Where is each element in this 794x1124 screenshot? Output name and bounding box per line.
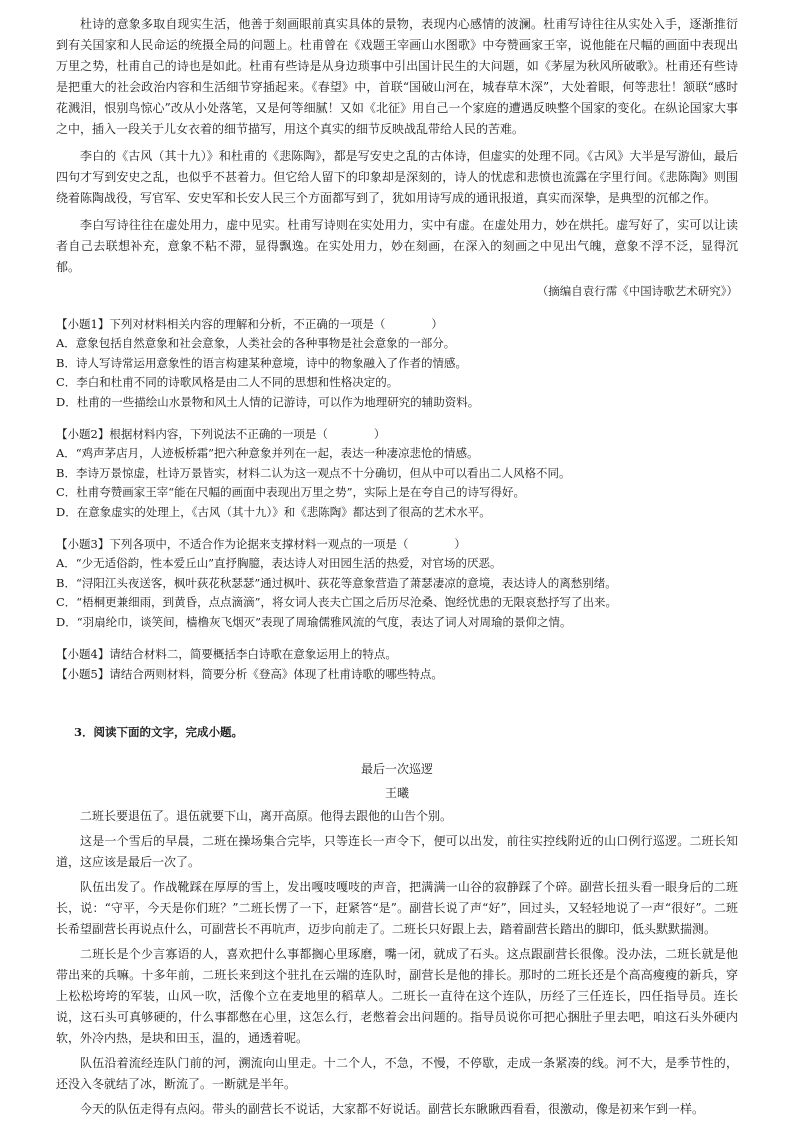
story-author: 王曦 xyxy=(384,786,409,800)
question-5-stem: 【小题5】请结合两则材料，简要分析《登高》体现了杜甫诗歌的哪些特点。 xyxy=(56,667,443,681)
question-4-stem: 【小题4】请结合材料二，简要概括李白诗歌在意象运用上的特点。 xyxy=(56,647,397,661)
question-1 xyxy=(56,314,738,412)
material-paragraph-3: 李白写诗往往在虚处用力，虚中见实。杜甫写诗则在实处用力，实中有虚。在虚处用力，妙在烘托。虚写好了，实可以让读者自己去联想补充，意象不粘不滞，显得飘逸。在实处用力，妙在刻画，在深入的刻画之中见出气魄，意象不浮不泛，显得沉郁。 xyxy=(56,218,738,274)
story-paragraph-5: 队伍沿着流经连队门前的河，溯流向山里走。十二个人，不急，不慢，不停歇，走成一条紧凑的线。河不大，是季节性的，还没入冬就结了冰，断流了。一断就是半年。 xyxy=(56,1056,738,1091)
short-questions xyxy=(56,644,738,684)
story-paragraph-2: 这是一个雪后的早晨，二班在操场集合完毕，只等连长一声令下，便可以出发，前往实控线附近的山口例行巡逻。二班长知道，这应该是最后一次了。 xyxy=(56,834,738,869)
question-2-stem: 【小题2】根据材料内容，下列说法不正确的一项是（ ） xyxy=(56,427,386,441)
question-2-option-d: D．在意象虚实的处理上，《古风（其十九）》和《悲陈陶》都达到了很高的艺术水平。 xyxy=(56,504,491,519)
material-one xyxy=(56,14,738,302)
question-1-option-d: D．杜甫的一些描绘山水景物和风土人情的记游诗，可以作为地理研究的辅助资料。 xyxy=(56,394,480,409)
question-2-option-a: A．“鸡声茅店月，人迹板桥霜”把六种意象并列在一起，表达一种凄凉悲怆的情感。 xyxy=(56,446,479,460)
question-3-option-c: C．“梧桐更兼细雨，到黄昏，点点滴滴”，将女词人丧夫亡国之后历尽沧桑、饱经忧患的无限哀愁抒写了出来。 xyxy=(56,595,618,609)
question-2-option-c: C．杜甫夸赞画家王宰“能在尺幅的画面中表现出万里之势”，实际上是在夸自己的诗写得好。 xyxy=(56,485,526,499)
material-paragraph-2: 李白的《古风（其十九）》和杜甫的《悲陈陶》，都是写安史之乱的古体诗，但虚实的处理不同。《古风》大半是写游仙，最后四句才写到安史之乱，也似乎不甚着力。但它给人留下的印象却是深刻的，诗人的忧虑和悲愤也流露在字里行间。《悲陈陶》则围绕着陈陶战役，写官军、安史军和长安人民三个方面都写到了，犹如用诗写成的通讯报道，真实而深挚，是典型的沉郁之作。 xyxy=(56,149,738,205)
story-paragraph-1: 二班长要退伍了。退伍就要下山，离开高原。他得去跟他的山告个别。 xyxy=(80,809,453,823)
question-2-option-b: B．李诗万景惊虚，杜诗万景皆实，材料二认为这一观点不十分确切，但从中可以看出二人风格不同。 xyxy=(56,465,571,480)
question-1-stem: 【小题1】下列对材料相关内容的理解和分析，不正确的一项是（ ） xyxy=(56,317,443,331)
question-3-option-a: A．“少无适俗韵，性本爱丘山”直抒胸臆，表达诗人对田园生活的热爱，对官场的厌恶。 xyxy=(56,556,502,570)
question-3-stem: 【小题3】下列各项中，不适合作为论据来支撑材料一观点的一项是（ ） xyxy=(56,537,466,551)
material-source: （摘编自袁行霈《中国诗歌艺术研究》） xyxy=(536,284,738,298)
question-3-option-b: B．“浔阳江头夜送客，枫叶荻花秋瑟瑟”通过枫叶、荻花等意象营造了萧瑟凄凉的意境，表达诗人的离愁别绪。 xyxy=(56,575,617,590)
question-1-option-c: C．李白和杜甫不同的诗歌风格是由二人不同的思想和性格决定的。 xyxy=(56,375,399,389)
question-3 xyxy=(56,534,738,632)
question-2 xyxy=(56,424,738,522)
question-3-option-d: D．“羽扇纶巾，谈笑间，樯橹灰飞烟灭”表现了周瑜儒雅风流的气度，表达了词人对周瑜的景仰之情。 xyxy=(56,614,572,629)
story-paragraph-3: 队伍出发了。作战靴踩在厚厚的雪上，发出嘎吱嘎吱的声音，把满满一山谷的寂静踩了个碎。副营长扭头看一眼身后的二班长，说：“守平，今天是你们班？”二班长愣了一下，赶紧答“是”。副营长说了声“好”，回过头，又轻轻地说了一声“很好”。二班长希望副营长再说点什么，可副营长不再吭声，迈步向前走了。二班长只好跟上去，踏着副营长踏出的脚印，低头默默揣测。 xyxy=(56,880,738,936)
story-paragraph-4: 二班长是个少言寡语的人，喜欢把什么事都搁心里琢磨，嘴一闭，就成了石头。这点跟副营长很像。没办法，二班长就是他带出来的兵嘛。十多年前，二班长来到这个驻扎在云端的连队时，副营长是他的排长。那时的二班长还是个高高瘦瘦的新兵，穿上松松垮垮的军装，山风一吹，活像个立在麦地里的稻草人。二班长一直待在这个连队，历经了三任连长，四任指导员。连长说，这石头可真够硬的，什么事都憋在心里，这怎么行，老憋着会出问题的。指导员说你可把心捆肚子里去吧，咱这石头外硬内软，外冷内热，是块和田玉，温的，通透着呢。 xyxy=(56,947,738,1045)
section-3 xyxy=(56,722,738,1120)
question-1-option-a: A．意象包括自然意象和社会意象，人类社会的各种事物是社会意象的一部分。 xyxy=(56,336,456,350)
question-1-option-b: B．诗人写诗常运用意象性的语言构建某种意境，诗中的物象融入了作者的情感。 xyxy=(56,355,467,370)
material-paragraph-1: 杜诗的意象多取自现实生活，他善于刻画眼前真实具体的景物，表现内心感情的波澜。杜甫写诗往往从实处入手，逐渐推衍到有关国家和人民命运的统摄全局的问题上。杜甫曾在《戏题王宰画山水图歌》中夸赞画家王宰，说他能在尺幅的画面中表现出万里之势，杜甫自己的诗也是如此。杜甫有些诗是从身边琐事中引出国计民生的大问题，如《茅屋为秋风所破歌》。杜甫还有些诗是把重大的社会政治内容和生活细节穿插起来。《春望》中，首联“国破山河在，城春草木深”，大处着眼，何等悲壮！颔联“感时花溅泪，恨别鸟惊心”改从小处落笔，又是何等细腻！又如《北征》用自己一个家庭的遭遇反映整个国家的变化。在纵论国家大事之中，插入一段关于儿女衣着的细节描写，用这个真实的细节反映战乱带给人民的苦难。 xyxy=(56,17,738,136)
story-paragraph-6: 今天的队伍走得有点闷。带头的副营长不说话，大家都不好说话。副营长东瞅瞅西看看，很激动，像是初来乍到一样。 xyxy=(80,1102,705,1116)
section-3-heading: 3．阅读下面的文字，完成小题。 xyxy=(74,725,243,739)
story-title: 最后一次巡逻 xyxy=(360,762,433,776)
